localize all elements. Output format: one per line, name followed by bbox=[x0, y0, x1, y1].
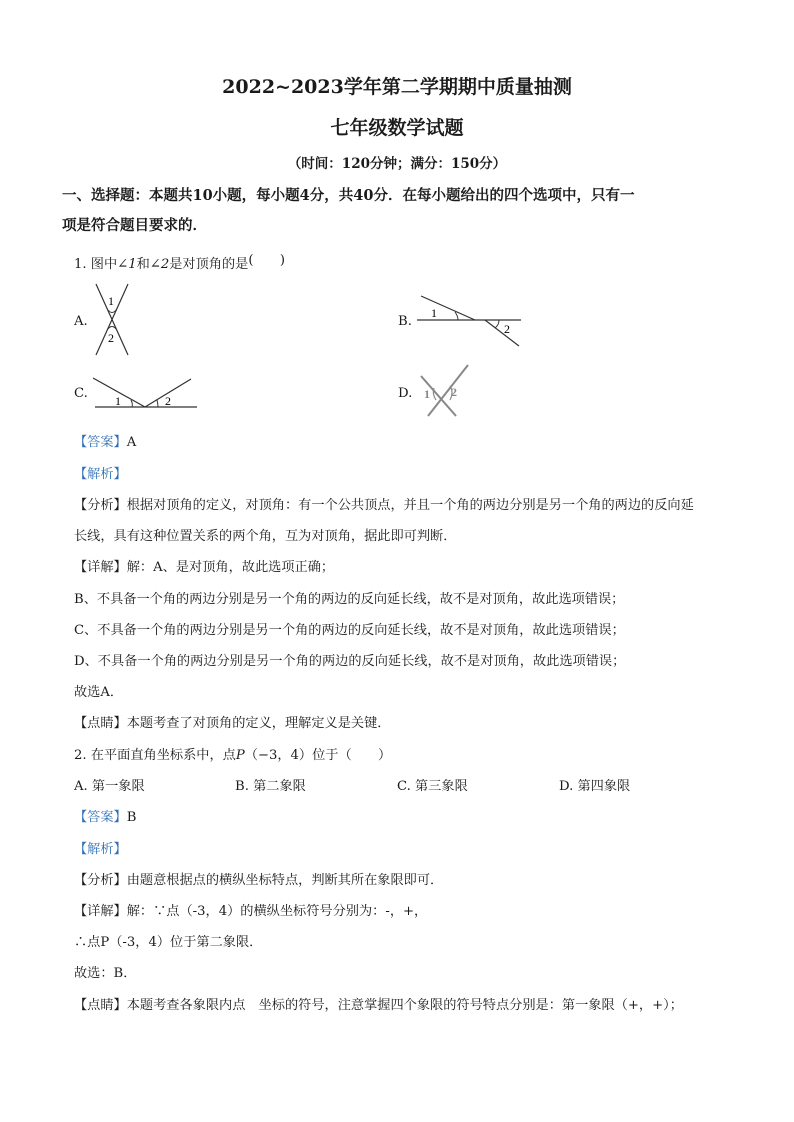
q1-stem-b: 和 bbox=[136, 257, 150, 272]
q1-answer bbox=[74, 431, 136, 450]
q1-option-d-label: D. bbox=[398, 386, 413, 401]
q1-xiangjie-5: 故选A． bbox=[74, 685, 124, 700]
q1-xiangjie-4: D、不具备一个角的两边分别是另一个角的两边的反向延长线，故不是对顶角，故此选项错误； bbox=[74, 654, 626, 669]
fig-b-num2: 2 bbox=[504, 322, 510, 336]
section-heading-line1: 一、选择题：本题共10小题，每小题4分，共40分．在每小题给出的四个选项中，只有一 bbox=[62, 187, 635, 204]
fig-c-num1: 1 bbox=[115, 394, 121, 408]
q2-analysis-tag: 【解析】 bbox=[74, 842, 127, 857]
q1-option-a-label: A. bbox=[74, 314, 88, 329]
q2-dianjing-tag: 【点睛】 bbox=[74, 998, 127, 1013]
q1-fenxi-line2: 长线，具有这种位置关系的两个角，互为对顶角，据此即可判断． bbox=[74, 529, 457, 544]
fig-b-ray1 bbox=[421, 296, 475, 320]
q2-option-d: D. 第四象限 bbox=[559, 779, 631, 794]
q1-stem-a: 1. 图中 bbox=[74, 257, 118, 272]
q1-stem bbox=[74, 253, 285, 272]
q2-fenxi bbox=[74, 869, 443, 888]
fig-b-num1: 1 bbox=[431, 306, 437, 320]
q1-dianjing bbox=[74, 712, 391, 731]
fig-c-arc2 bbox=[157, 400, 158, 407]
q1-xiangjie-1: 解：A、是对顶角，故此选项正确； bbox=[126, 560, 335, 575]
q1-analysis-tag: 【解析】 bbox=[74, 467, 127, 482]
fig-c-num2: 2 bbox=[165, 394, 171, 408]
q2-stem-a: 2. 在平面直角坐标系中，点 bbox=[74, 748, 236, 763]
fig-b-ray2 bbox=[485, 320, 519, 346]
q1-dianjing-text: 本题考查了对顶角的定义，理解定义是关键． bbox=[126, 716, 391, 731]
exam-title: 2022~2023学年第二学期期中质量抽测 bbox=[222, 76, 572, 98]
exam-subtitle: 七年级数学试题 bbox=[330, 117, 464, 139]
q1-angle1: ∠1 bbox=[117, 257, 137, 272]
q2-dianjing bbox=[74, 994, 683, 1013]
q1-option-c-label: C. bbox=[74, 386, 88, 401]
q2-option-c: C. 第三象限 bbox=[397, 779, 468, 794]
q2-xiangjie-2: ∴点P（-3，4）位于第二象限． bbox=[74, 935, 263, 950]
q2-option-b: B. 第二象限 bbox=[235, 779, 306, 794]
q1-xiangjie-3: C、不具备一个角的两边分别是另一个角的两边的反向延长线，故不是对顶角，故此选项错误； bbox=[74, 623, 625, 638]
q2-point: P bbox=[235, 748, 245, 763]
q2-stem-b: （−3，4）位于（ ） bbox=[244, 748, 392, 763]
q1-stem-c: 是对顶角的是 bbox=[169, 257, 249, 272]
q1-xiangjie bbox=[74, 556, 334, 575]
fig-b-arc1 bbox=[455, 312, 458, 320]
q2-xiangjie-1: 解：∵点（-3，4）的横纵坐标符号分别为：-，+， bbox=[126, 904, 428, 919]
q2-option-a: A. 第一象限 bbox=[74, 779, 145, 794]
q1-dianjing-tag: 【点睛】 bbox=[74, 716, 127, 731]
q1-paren: ( ) bbox=[248, 253, 286, 268]
q1-fenxi-line1: 根据对顶角的定义，对顶角：有一个公共顶点，并且一个角的两边分别是另一个角的两边的反向延 bbox=[126, 498, 694, 513]
q2-xiangjie-tag: 【详解】 bbox=[74, 904, 127, 919]
fig-d-num2: 2 bbox=[451, 385, 457, 399]
q1-option-b-label: B. bbox=[398, 314, 412, 329]
q1-angle2: ∠2 bbox=[149, 257, 170, 272]
q2-xiangjie-3: 故选：B． bbox=[74, 966, 137, 981]
q2-answer bbox=[74, 806, 136, 825]
q1-fenxi bbox=[74, 494, 694, 513]
q1-figure-a bbox=[88, 282, 138, 358]
q2-dianjing-text: 本题考查各象限内点 坐标的符号，注意掌握四个象限的符号特点分别是：第一象限（+，+）； bbox=[126, 998, 683, 1013]
q2-answer-value: B bbox=[126, 810, 137, 825]
exam-info: （时间：120分钟；满分：150分） bbox=[287, 156, 507, 172]
q2-fenxi-tag: 【分析】 bbox=[74, 873, 127, 888]
q2-stem bbox=[74, 744, 391, 763]
fig-d-num1: 1 bbox=[424, 387, 430, 401]
q1-answer-tag: 【答案】 bbox=[74, 435, 127, 450]
section-heading-line2: 项是符合题目要求的． bbox=[62, 217, 207, 234]
fig-b-arc2 bbox=[495, 320, 499, 328]
q2-fenxi-text: 由题意根据点的横纵坐标特点，判断其所在象限即可． bbox=[126, 873, 444, 888]
q1-figure-c bbox=[93, 375, 199, 411]
q1-figure-b bbox=[415, 290, 525, 350]
q1-xiangjie-tag: 【详解】 bbox=[74, 560, 127, 575]
q2-answer-tag: 【答案】 bbox=[74, 810, 127, 825]
q1-answer-value: A bbox=[126, 435, 137, 450]
q2-xiangjie bbox=[74, 900, 427, 919]
q1-xiangjie-2: B、不具备一个角的两边分别是另一个角的两边的反向延长线，故不是对顶角，故此选项错误； bbox=[74, 592, 625, 607]
q1-fenxi-tag: 【分析】 bbox=[74, 498, 127, 513]
fig-c-arc1 bbox=[131, 400, 132, 407]
q1-figure-d bbox=[418, 362, 472, 420]
fig-a-num2: 2 bbox=[108, 331, 114, 345]
fig-a-num1: 1 bbox=[108, 294, 114, 308]
